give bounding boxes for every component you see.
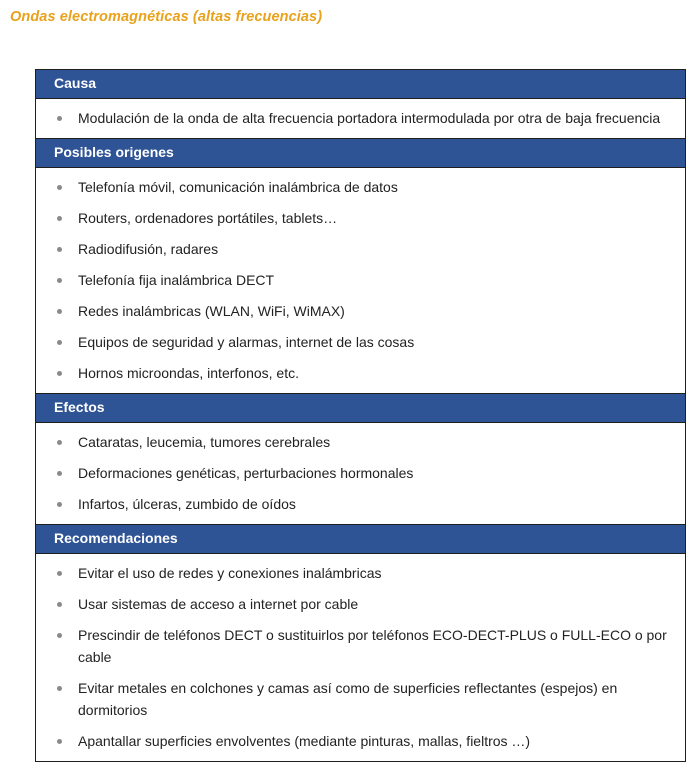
bullet-icon [57,309,62,314]
list-item-text: Routers, ordenadores portátiles, tablets… [78,210,338,226]
bullet-icon [57,340,62,345]
section-body-recomendaciones [36,554,685,761]
section-body-causa [36,99,685,139]
list-item [36,726,685,757]
bullet-icon [57,371,62,376]
list-item [36,172,685,203]
list-item [36,427,685,458]
section-body-posibles-origenes [36,168,685,394]
document-title: Ondas electromagnéticas (altas frecuencias) [10,9,323,25]
list-item [36,458,685,489]
bullet-icon [57,216,62,221]
list-item [36,558,685,589]
section-header-efectos: Efectos [36,394,685,423]
list-item-text: Telefonía fija inalámbrica DECT [78,272,275,288]
list-item-text: Telefonía móvil, comunicación inalámbrica de datos [78,179,398,195]
bullet-icon [57,571,62,576]
list-item-text: Radiodifusión, radares [78,241,219,257]
bullet-icon [57,686,62,691]
list-item [36,358,685,389]
list-item [36,327,685,358]
bullet-icon [57,116,62,121]
list-item-text: Evitar el uso de redes y conexiones inalámbricas [78,565,382,581]
list-item-text: Evitar metales en colchones y camas así como de superficies reflectantes (espejos) en dormitorios [78,680,618,718]
info-table [35,69,686,762]
bullet-icon [57,471,62,476]
list-item [36,203,685,234]
section-header-recomendaciones: Recomendaciones [36,525,685,554]
list-item [36,103,685,134]
section-header-posibles-origenes: Posibles origenes [36,139,685,168]
list-item-text: Usar sistemas de acceso a internet por cable [78,596,359,612]
list-item-text: Redes inalámbricas (WLAN, WiFi, WiMAX) [78,303,345,319]
list-item-text: Prescindir de teléfonos DECT o sustituirlos por teléfonos ECO-DECT-PLUS o FULL-ECO o por cable [78,627,667,665]
list-item [36,296,685,327]
list-item [36,589,685,620]
list-item-text: Cataratas, leucemia, tumores cerebrales [78,434,331,450]
list-item-text: Hornos microondas, interfonos, etc. [78,365,299,381]
list-item [36,234,685,265]
bullet-icon [57,602,62,607]
section-body-efectos [36,423,685,525]
list-item-text: Modulación de la onda de alta frecuencia portadora intermodulada por otra de baja frecuencia [78,110,661,126]
bullet-icon [57,633,62,638]
bullet-icon [57,502,62,507]
list-item [36,489,685,520]
list-item [36,620,685,673]
bullet-icon [57,440,62,445]
list-item-text: Infartos, úlceras, zumbido de oídos [78,496,296,512]
section-header-causa: Causa [36,70,685,99]
bullet-icon [57,185,62,190]
list-item-text: Deformaciones genéticas, perturbaciones hormonales [78,465,414,481]
bullet-icon [57,247,62,252]
list-item-text: Apantallar superficies envolventes (mediante pinturas, mallas, fieltros …) [78,733,531,749]
list-item-text: Equipos de seguridad y alarmas, internet de las cosas [78,334,415,350]
bullet-icon [57,739,62,744]
list-item [36,673,685,726]
list-item [36,265,685,296]
bullet-icon [57,278,62,283]
